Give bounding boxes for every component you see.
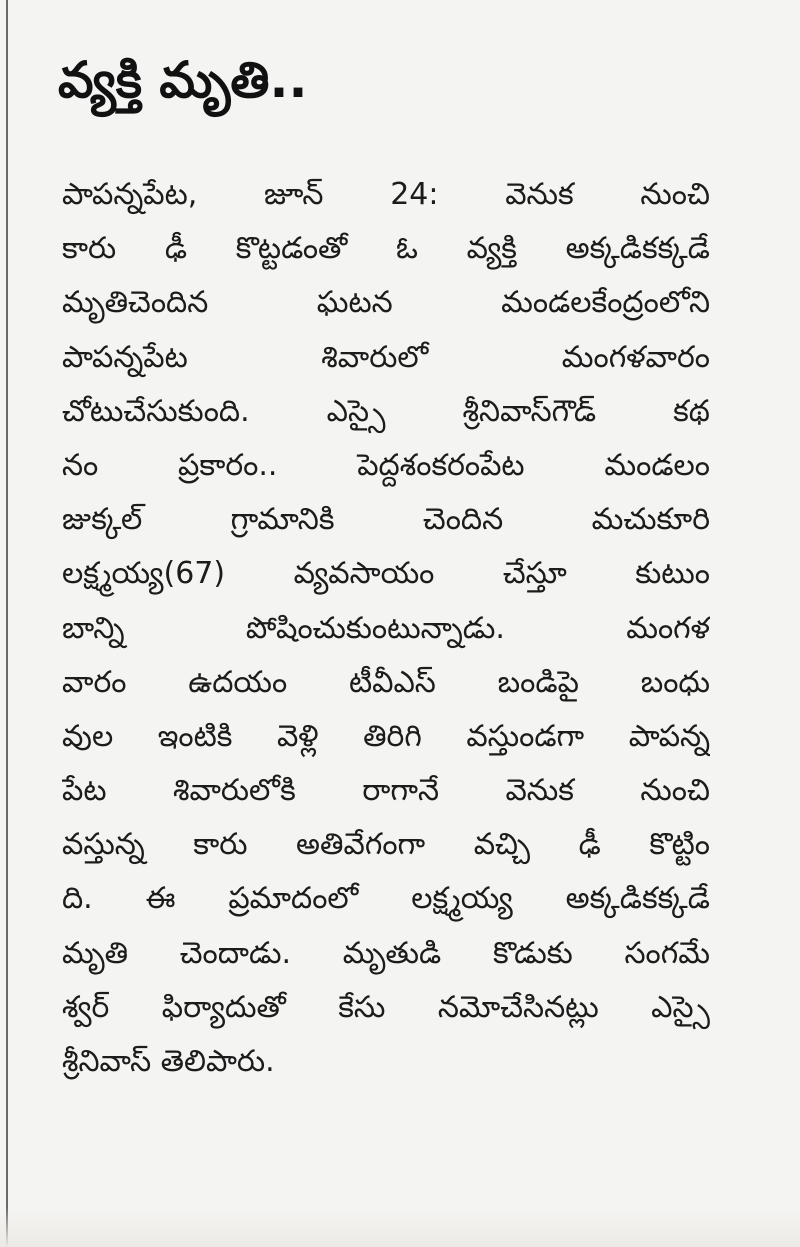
article-line: చోటుచేసుకుంది. ఎస్సై శ్రీనివాస్‌గౌడ్ కథ [62, 393, 710, 429]
article-line: కారు ఢీ కొట్టడంతో ఓ వ్యక్తి అక్కడికక్కడే [62, 231, 710, 267]
column-divider-rule [6, 0, 8, 1247]
article-line: వస్తున్న కారు అతివేగంగా వచ్చి ఢీ కొట్టిం [62, 827, 710, 863]
article-line: లక్ష్మయ్య(67) వ్యవసాయం చేస్తూ కుటుం [62, 556, 710, 592]
article-headline: వ్యక్తి మృతి.. [58, 51, 308, 109]
article-line: శ్వర్ ఫిర్యాదుతో కేసు నమోచేసినట్లు ఎస్సై [62, 989, 710, 1025]
article-line: నం ప్రకారం.. పెద్దశంకరంపేట మండలం [62, 447, 710, 483]
article-body [62, 168, 710, 1089]
article-line: పేట శివారులోకి రాగానే వెనుక నుంచి [62, 773, 710, 809]
article-line: మృతి చెందాడు. మృతుడి కొడుకు సంగమే [62, 935, 710, 971]
article-line: శ్రీనివాస్ తెలిపారు. [62, 1044, 275, 1079]
article-line: పాపన్నపేట శివారులో మంగళవారం [62, 339, 710, 375]
article-line: జుక్కల్ గ్రామానికి చెందిన మచుకూరి [62, 502, 710, 538]
article-line: వుల ఇంటికి వెళ్లి తిరిగి వస్తుండగా పాపన్న [62, 718, 710, 754]
news-clipping [40, 30, 770, 1220]
article-line: పాపన్నపేట, జూన్ 24: వెనుక నుంచి [62, 177, 710, 212]
article-line: వారం ఉదయం టీవీఎస్ బండిపై బంధు [62, 664, 710, 700]
article-line: బాన్ని పోషించుకుంటున్నాడు. మంగళ [62, 610, 710, 646]
paper-edge-shadow [0, 1207, 800, 1247]
article-line: మృతిచెందిన ఘటన మండలకేంద్రంలోని [62, 285, 710, 321]
article-line: ది. ఈ ప్రమాదంలో లక్ష్మయ్య అక్కడికక్కడే [62, 881, 710, 917]
